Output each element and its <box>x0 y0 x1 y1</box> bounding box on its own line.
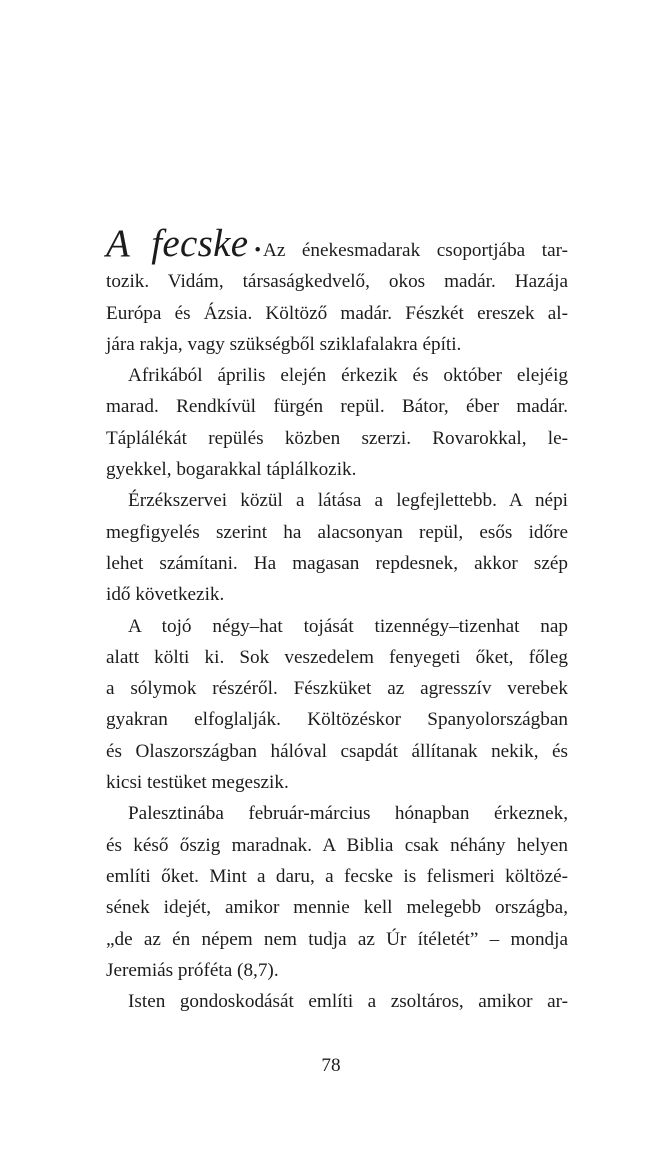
paragraph-1-line-3: Európa és Ázsia. Költöző madár. Fészkét ereszek al- <box>106 302 568 324</box>
paragraph-3 <box>106 485 568 610</box>
paragraph-4 <box>106 611 568 799</box>
paragraph-2-line-4: gyekkel, bogarakkal táplálkozik. <box>106 459 357 481</box>
paragraph-2-line-3: Táplálékát repülés közben szerzi. Rovarokkal, le- <box>106 427 568 449</box>
paragraph-1-line-1: A fecske • Az énekesmadarak csoportjába tar- <box>106 222 569 265</box>
paragraph-4-line-6: kicsi testüket megeszik. <box>106 772 289 794</box>
paragraph-2-line-1: Afrikából április elején érkezik és október elejéig <box>128 365 568 387</box>
article-title: A fecske <box>106 222 249 265</box>
paragraph-4-line-3: a sólymok részéről. Fészküket az agresszív verebek <box>106 678 568 700</box>
paragraph-3-line-1: Érzékszervei közül a látása a legfejlettebb. A népi <box>128 490 568 512</box>
paragraph-5-line-1: Palesztinába február-március hónapban érkeznek, <box>128 803 568 825</box>
paragraph-4-line-1: A tojó négy–hat tojását tizennégy–tizenhat nap <box>128 615 568 637</box>
paragraph-4-line-5: és Olaszországban hálóval csapdát állítanak nekik, és <box>106 740 568 762</box>
paragraph-1-line-2: tozik. Vidám, társaságkedvelő, okos madár. Hazája <box>106 271 568 293</box>
paragraph-5-line-2: és késő őszig maradnak. A Biblia csak néhány helyen <box>106 834 568 856</box>
paragraph-3-line-2: megfigyelés szerint ha alacsonyan repül, esős időre <box>106 521 568 543</box>
paragraph-6-line-1: Isten gondoskodását említi a zsoltáros, amikor ar- <box>128 991 568 1013</box>
page-number: 78 <box>321 1055 341 1076</box>
paragraph-3-line-3: lehet számítani. Ha magasan repdesnek, akkor szép <box>106 552 568 574</box>
paragraph-3-line-4: idő következik. <box>106 584 225 606</box>
paragraph-5-line-5: „de az én népem nem tudja az Úr ítéletét” – mondja <box>106 928 568 950</box>
title-separator: • <box>254 240 261 261</box>
paragraph-5-line-6: Jeremiás próféta (8,7). <box>106 959 279 981</box>
paragraph-4-line-2: alatt költi ki. Sok veszedelem fenyegeti őket, főleg <box>106 646 568 668</box>
paragraph-1 <box>106 222 569 360</box>
paragraph-1-line-4: jára rakja, vagy szükségből sziklafalakra építi. <box>106 333 462 355</box>
paragraph-2 <box>106 360 568 485</box>
paragraph-6 <box>106 986 568 1017</box>
paragraph-5-line-4: sének idejét, amikor mennie kell melegebb országba, <box>106 897 568 919</box>
paragraph-5 <box>106 798 568 986</box>
paragraph-4-line-4: gyakran elfoglalják. Költözéskor Spanyolországban <box>106 709 568 731</box>
paragraph-2-line-2: marad. Rendkívül fürgén repül. Bátor, éber madár. <box>106 396 568 418</box>
paragraph-5-line-3: említi őket. Mint a daru, a fecske is felismeri költözé- <box>106 865 568 887</box>
page-body <box>106 222 569 1017</box>
